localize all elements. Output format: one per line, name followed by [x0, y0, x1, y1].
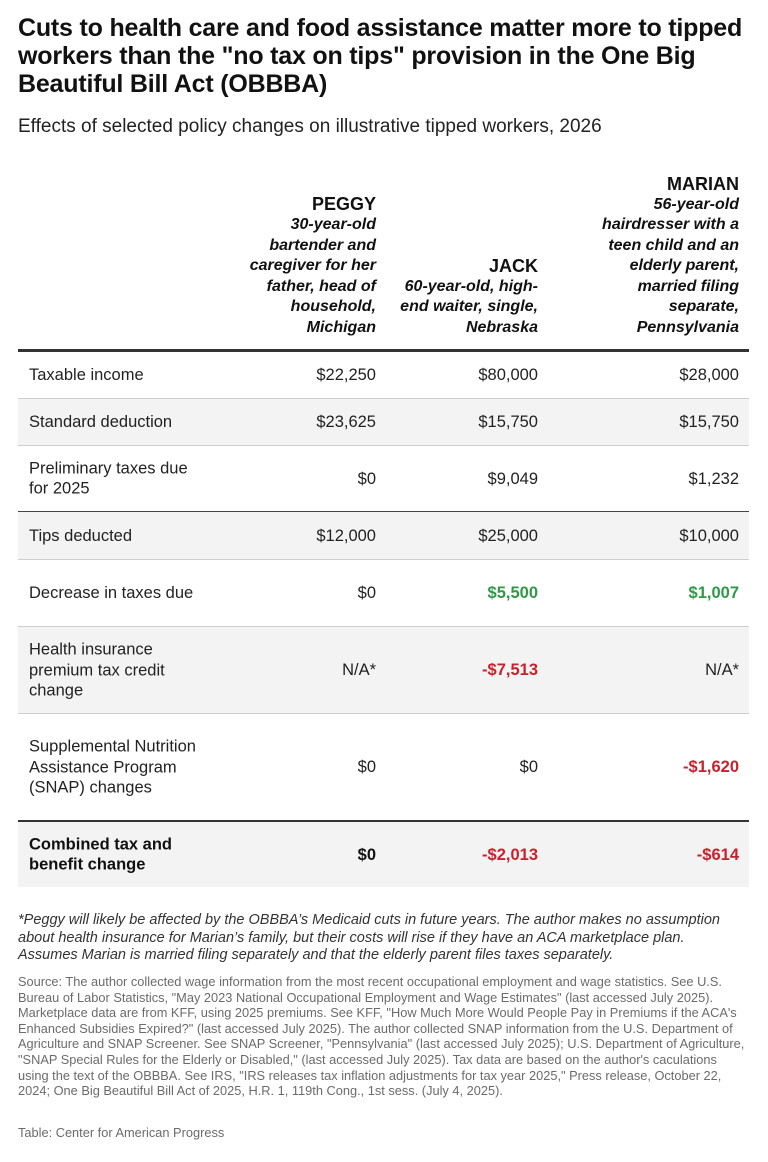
table-row [18, 512, 749, 559]
table-row [18, 446, 749, 511]
cell-value: $25,000 [478, 526, 538, 545]
cell-value-negative: -$614 [696, 845, 739, 864]
cell-value: $0 [357, 845, 376, 864]
table-row [18, 627, 749, 713]
table-row [18, 352, 749, 398]
cell-value-negative: -$1,620 [683, 757, 739, 776]
table-row-total [18, 822, 749, 887]
cell-value-positive: $5,500 [487, 583, 538, 602]
cell-value: $1,232 [688, 469, 739, 488]
chart-title: Cuts to health care and food assistance matter more to tipped workers than the "no tax on tips" provision in the One Big Beautiful Bill Act (OBBBA) [18, 14, 743, 98]
cell-value: $10,000 [679, 526, 739, 545]
table-row [18, 560, 749, 626]
cell-value: $0 [357, 583, 376, 602]
column-name: JACK [488, 255, 538, 276]
source-note: Source: The author collected wage information from the most recent occupational employment and wage statistics. See U.S. Bureau of Labor Statistics, "May 2023 National Occupational Employment and Wage Estimates" (last accessed July 2025). Marketplace data are from KFF, using 2025 premiums. See KFF, "How Much More Would People Pay in Premiums if the ACA's Enhanced Subsidies Expired?" (last accessed July 2025). The author collected SNAP information from the U.S. Department of Agriculture and SNAP Screener. See SNAP Screener, "Pennsylvania" (last accessed July 2025); U.S. Department of Agriculture, "SNAP Special Rules for the Elderly or Disabled," (last accessed July 2025). Tax data are based on the author's caculations using the text of the OBBBA. See IRS, "IRS releases tax inflation adjustments for tax year 2025," Press release, October 22, 2024; One Big Beautiful Bill Act of 2025, H.R. 1, 119th Cong., 1st sess. (July 4, 2025). [18, 974, 745, 1099]
cell-value: $15,750 [679, 412, 739, 431]
cell-value: $80,000 [478, 365, 538, 384]
column-header-marian [569, 173, 739, 339]
column-header-jack [398, 255, 538, 339]
cell-value: $0 [357, 757, 376, 776]
chart-subtitle: Effects of selected policy changes on illustrative tipped workers, 2026 [18, 116, 602, 137]
cell-value: $0 [357, 469, 376, 488]
row-label: Combined tax and benefit change [29, 835, 173, 874]
row-label: Taxable income [29, 365, 144, 384]
column-name: PEGGY [311, 194, 376, 214]
cell-value-negative: -$2,013 [482, 845, 538, 864]
cell-value: $9,049 [487, 469, 538, 488]
row-label: Standard deduction [29, 412, 173, 431]
cell-value: $15,750 [478, 412, 538, 431]
cell-value: $12,000 [316, 526, 376, 545]
cell-value-negative: -$7,513 [482, 660, 538, 679]
row-label: Tips deducted [29, 526, 133, 545]
column-header-peggy [226, 193, 376, 338]
column-name: MARIAN [667, 173, 739, 194]
footnote: *Peggy will likely be affected by the OBBBA’s Medicaid cuts in future years. The author makes no assumption about health insurance for Marian’s family, but their costs will rise if they have an ACA marketplace plan. Assumes Marian is married filing separately and that the elderly parent files taxes separately. [18, 912, 720, 963]
cell-value: $0 [519, 757, 538, 776]
cell-value: $23,625 [316, 412, 376, 431]
cell-value: $22,250 [316, 365, 376, 384]
table-row [18, 399, 749, 445]
table-row [18, 714, 749, 820]
cell-value: N/A* [705, 660, 739, 679]
row-label: Decrease in taxes due [29, 583, 194, 602]
cell-value-positive: $1,007 [688, 583, 739, 602]
row-label: Supplemental Nutrition Assistance Program (SNAP) changes [29, 737, 196, 797]
cell-value: N/A* [342, 660, 376, 679]
table-credit: Table: Center for American Progress [18, 1125, 225, 1140]
column-description: 30-year-old bartender and caregiver for her father, head of household, Michigan [249, 216, 376, 336]
cell-value: $28,000 [679, 365, 739, 384]
column-description: 60-year-old, high-end waiter, single, Nebraska [400, 277, 538, 336]
column-description: 56-year-old hairdresser with a teen child and an elderly parent, married filing separate, Pennsylvania [602, 195, 739, 336]
row-label: Preliminary taxes due for 2025 [29, 459, 188, 498]
row-label: Health insurance premium tax credit change [29, 640, 165, 700]
table-header [18, 172, 749, 348]
